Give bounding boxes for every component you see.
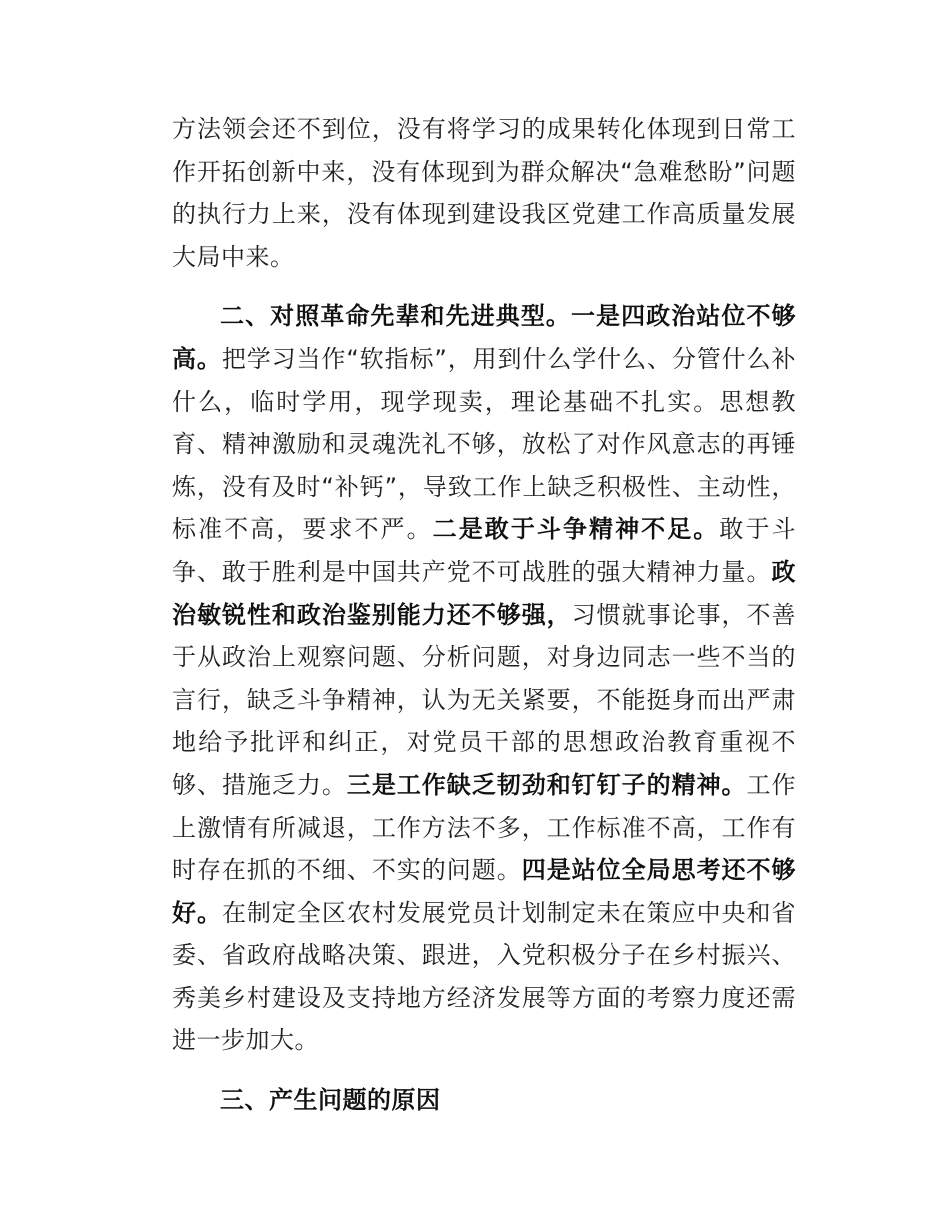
- point-two-body-a: 敢于斗争、敢于胜利是中国共产党不可战胜的强大精神力量。: [172, 515, 797, 586]
- point-three-body: 工作上激情有所减退，工作方法不多，工作标准不高，工作有时存在抓的不细、不实的问题。: [172, 770, 797, 885]
- point-one-heading: 一是四政治站位不够高。: [172, 302, 797, 373]
- point-two-body-b: 习惯就事论事，不善于从政治上观察问题、分析问题，对身边同志一些不当的言行，缺乏斗争精神，认为无关紧要，不能挺身而出严肃地给予批评和纠正，对党员干部的思想政治教育重视不够、措施乏力。: [172, 600, 797, 799]
- paragraph-intro-continuation: [172, 108, 796, 278]
- paragraph-section-two: [172, 295, 796, 1062]
- section-three-heading: [172, 1079, 796, 1122]
- point-two-heading: 二是敢于斗争精神不足。: [432, 515, 720, 544]
- text-run: 方法领会还不到位，没有将学习的成果转化体现到日常工作开拓创新中来，没有体现到为群众解决“急难愁盼”问题的执行力上来，没有体现到建设我区党建工作高质量发展大局中来。: [172, 115, 796, 271]
- section-two-heading: 二、对照革命先辈和先进典型。: [220, 302, 571, 331]
- point-two-emphasis: 政治敏锐性和政治鉴别能力还不够强，: [172, 557, 796, 629]
- section-three-title: 三、产生问题的原因: [220, 1086, 441, 1115]
- point-one-body: 把学习当作“软指标”，用到什么学什么、分管什么补什么，临时学用，现学现卖，理论基础不扎实。思想教育、精神激励和灵魂洗礼不够，放松了对作风意志的再锤炼，没有及时“补钙”，导致工作上缺乏积极性、主动性，标准不高，要求不严。: [172, 344, 796, 544]
- point-four-heading: 四是站位全局思考还不够好。: [172, 856, 797, 927]
- point-three-heading: 三是工作缺乏韧劲和钉钉子的精神。: [346, 770, 747, 799]
- point-four-body: 在制定全区农村发展党员计划制定未在策应中央和省委、省政府战略决策、跟进，入党积极分子在乡村振兴、秀美乡村建设及支持地方经济发展等方面的考察力度还需进一步加大。: [172, 898, 797, 1055]
- document-page: [172, 108, 796, 1122]
